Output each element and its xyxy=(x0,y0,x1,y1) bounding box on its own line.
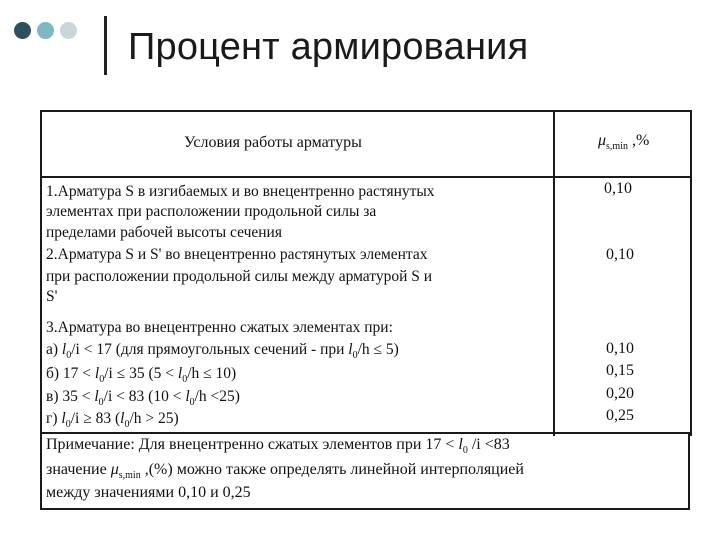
mu-subscript: s,min xyxy=(606,141,628,153)
value-row-1: 0,10 xyxy=(604,180,632,197)
row-1-line-3: пределами рабочей высоты сечения xyxy=(46,224,282,241)
case-a-prefix: а) xyxy=(46,341,62,358)
case-g-l2-sub: 0 xyxy=(124,419,130,431)
note-l-sub: 0 xyxy=(462,445,468,457)
note-l: l xyxy=(458,436,463,453)
slide-bullet-dots xyxy=(14,22,77,39)
note-mu: μ xyxy=(110,461,119,478)
case-b-tail: /h ≤ 10) xyxy=(187,365,237,382)
value-case-b: 0,15 xyxy=(606,362,634,379)
table-border-top xyxy=(40,110,692,112)
title-divider xyxy=(104,16,107,75)
case-a-l-sub: 0 xyxy=(66,350,72,362)
bullet-dot-3 xyxy=(60,22,77,39)
value-case-v: 0,20 xyxy=(606,385,634,402)
case-b-l: l xyxy=(94,365,100,382)
value-case-g: 0,25 xyxy=(606,407,634,424)
note-box-left xyxy=(40,432,42,510)
row-2-line-3: S' xyxy=(46,288,58,305)
value-case-a: 0,10 xyxy=(606,340,634,357)
case-b-mid: /i ≤ 35 (5 < xyxy=(104,365,178,382)
row-2-line-1: 2.Арматура S и S' во внецентренно растянутых элементах xyxy=(46,246,428,263)
note-line-2-text: значение xyxy=(46,461,111,478)
case-a xyxy=(46,340,399,366)
bullet-dot-2 xyxy=(37,22,54,39)
row-1-line-2: элементах при расположении продольной силы за xyxy=(46,203,377,220)
case-b-l-sub: 0 xyxy=(99,374,105,386)
table-column-divider xyxy=(553,110,555,436)
case-b-l2: l xyxy=(177,365,183,382)
case-v-l2: l xyxy=(185,388,190,405)
row-1-line-1: 1.Арматура S в изгибаемых и во внецентренно растянутых xyxy=(46,183,435,200)
row-2-line-2: при расположении продольной силы между арматурой S и xyxy=(46,268,433,285)
case-a-l2: l xyxy=(348,341,353,358)
table-border-right xyxy=(690,110,692,436)
header-condition: Условия работы арматуры xyxy=(184,134,362,151)
case-v-tail: /h <25) xyxy=(194,388,240,405)
case-b-l2-sub: 0 xyxy=(182,374,188,386)
case-g-l-sub: 0 xyxy=(65,419,71,431)
case-a-mid: /i < 17 (для прямоугольных сечений - при xyxy=(71,341,349,358)
case-a-tail: /h ≤ 5) xyxy=(357,341,399,358)
note-mu-sub: s,min xyxy=(118,470,141,482)
case-v-l-sub: 0 xyxy=(98,397,104,409)
header-mu xyxy=(598,132,649,152)
case-v-l2-sub: 0 xyxy=(189,397,195,409)
note-line-1-tail: /i <83 xyxy=(467,436,510,453)
case-g xyxy=(46,409,179,435)
mu-symbol: μ xyxy=(598,132,607,149)
case-v-mid: /i < 83 (10 < xyxy=(103,388,186,405)
case-v-l: l xyxy=(94,388,99,405)
case-a-l2-sub: 0 xyxy=(352,350,358,362)
note-line-1 xyxy=(46,434,510,461)
case-g-tail: /h > 25) xyxy=(129,410,179,427)
mu-unit: ,% xyxy=(627,132,650,149)
case-g-prefix: г) xyxy=(46,410,62,427)
table-header-divider xyxy=(40,176,692,178)
note-box-bottom xyxy=(40,508,690,510)
case-g-l2: l xyxy=(120,410,125,427)
slide-title: Процент армирования xyxy=(128,26,529,68)
row-3-line-1: 3.Арматура во внецентренно сжатых элементах при: xyxy=(46,319,393,336)
case-b-prefix: б) 17 < xyxy=(46,365,95,382)
case-a-l: l xyxy=(61,341,67,358)
note-box-right xyxy=(688,432,690,510)
note-line-2-tail: ,(%) можно также определять линейной интерполяцией xyxy=(140,461,524,478)
note-line-1-text: Примечание: Для внецентренно сжатых элементов при 17 < xyxy=(46,436,459,453)
case-g-l: l xyxy=(61,410,66,427)
note-line-3: между значениями 0,10 и 0,25 xyxy=(46,484,251,501)
bullet-dot-1 xyxy=(14,22,31,39)
reinforcement-table xyxy=(38,110,694,510)
case-v-prefix: в) 35 < xyxy=(46,388,95,405)
case-g-mid: /i ≥ 83 ( xyxy=(70,410,121,427)
value-row-2: 0,10 xyxy=(606,246,634,263)
